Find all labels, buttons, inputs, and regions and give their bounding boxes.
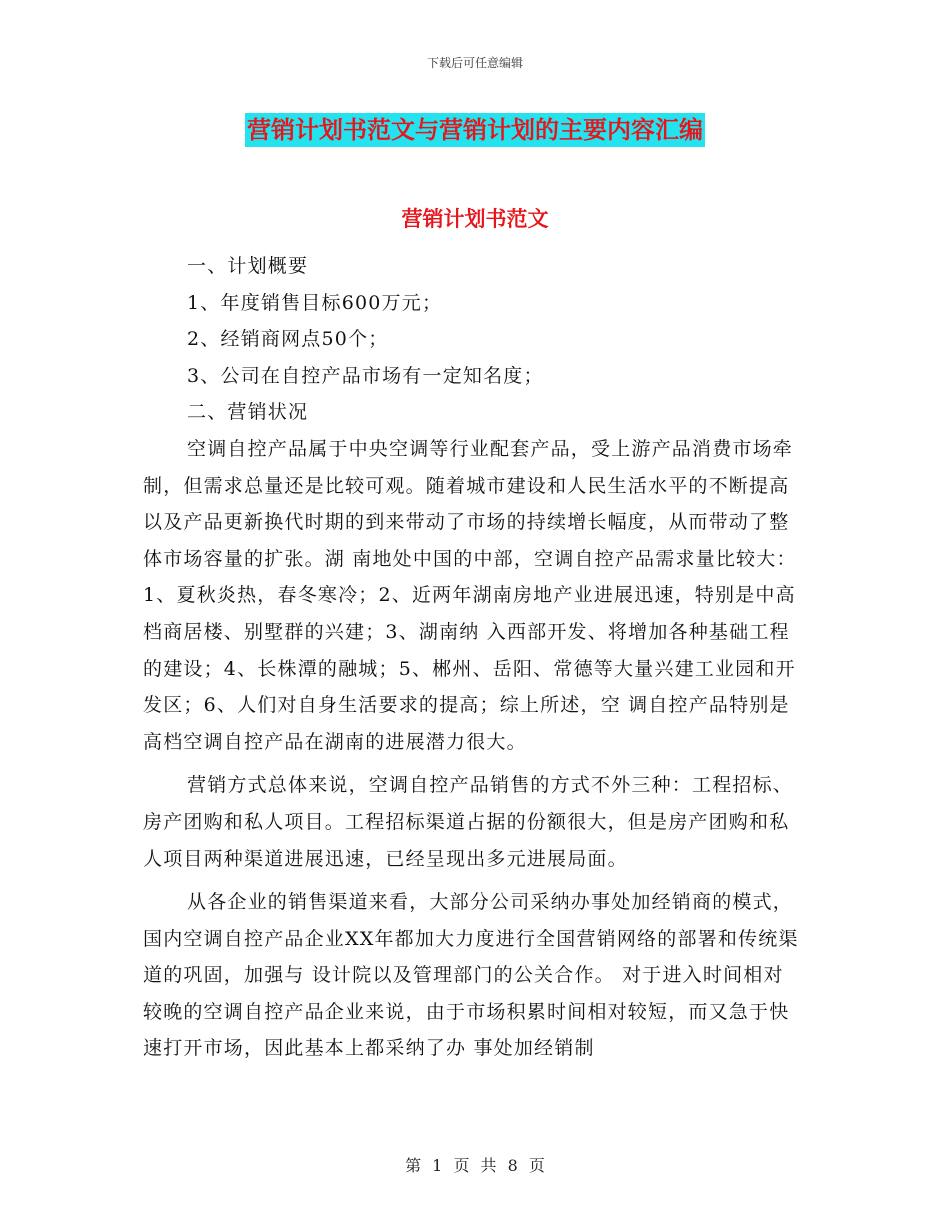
main-title-wrap xyxy=(0,113,950,147)
paragraph-dealer-count: 2、经销商网点50个； xyxy=(187,328,389,351)
header-note: 下载后可任意编辑 xyxy=(426,56,523,70)
paragraph-sales-channels: 从各企业的销售渠道来看，大部分公司采纳办事处加经销商的模式，国内空调自控产品企业XX年都加大力度进行全国营销网络的部署和传统渠道的巩固，加强与 设计院以及管理部门的公关合作。 对于进入时间相对较晚的空调自控产品企业来说，由于市场积累时间相对较短，而又急于快速打开市场，因此基本上都采纳了办 事处加经销制 xyxy=(143,891,799,1060)
paragraph-brand-awareness: 3、公司在自控产品市场有一定知名度； xyxy=(187,364,544,387)
document-body xyxy=(143,248,803,1067)
section-title: 营销计划书范文 xyxy=(401,207,549,231)
main-title: 营销计划书范文与营销计划的主要内容汇编 xyxy=(245,113,705,147)
paragraph-market-analysis: 空调自控产品属于中央空调等行业配套产品，受上游产品消费市场牵制，但需求总量还是比较可观。随着城市建设和人民生活水平的不断提高以及产品更新换代时期的到来带动了市场的持续增长幅度，从而带动了整体市场容量的扩张。湖 南地处中国的中部，空调自控产品需求量比较大：1、夏秋炎热，春冬寒冷；2、近两年湖南房地产业进展迅速，特别是中高档商居楼、别墅群的兴建；3、湖南纳 入西部开发、将增加各种基础工程的建设；4、长株潭的融城；5、郴州、岳阳、常德等大量兴建工业园和开发区；6、人们对自身生活要求的提高；综上所述，空 调自控产品特别是高档空调自控产品在湖南的进展潜力很大。 xyxy=(143,437,797,753)
paragraph-sales-methods: 营销方式总体来说，空调自控产品销售的方式不外三种：工程招标、房产团购和私人项目。工程招标渠道占据的份额很大，但是房产团购和私人项目两种渠道进展迅速，已经呈现出多元进展局面。 xyxy=(143,774,794,870)
paragraph-sales-target: 1、年度销售目标600万元； xyxy=(187,291,443,314)
paragraph-outline-heading: 一、计划概要 xyxy=(187,255,309,277)
paragraph-marketing-status-heading: 二、营销状况 xyxy=(187,401,309,424)
page-footer: 第 1 页 共 8 页 xyxy=(405,1156,545,1175)
